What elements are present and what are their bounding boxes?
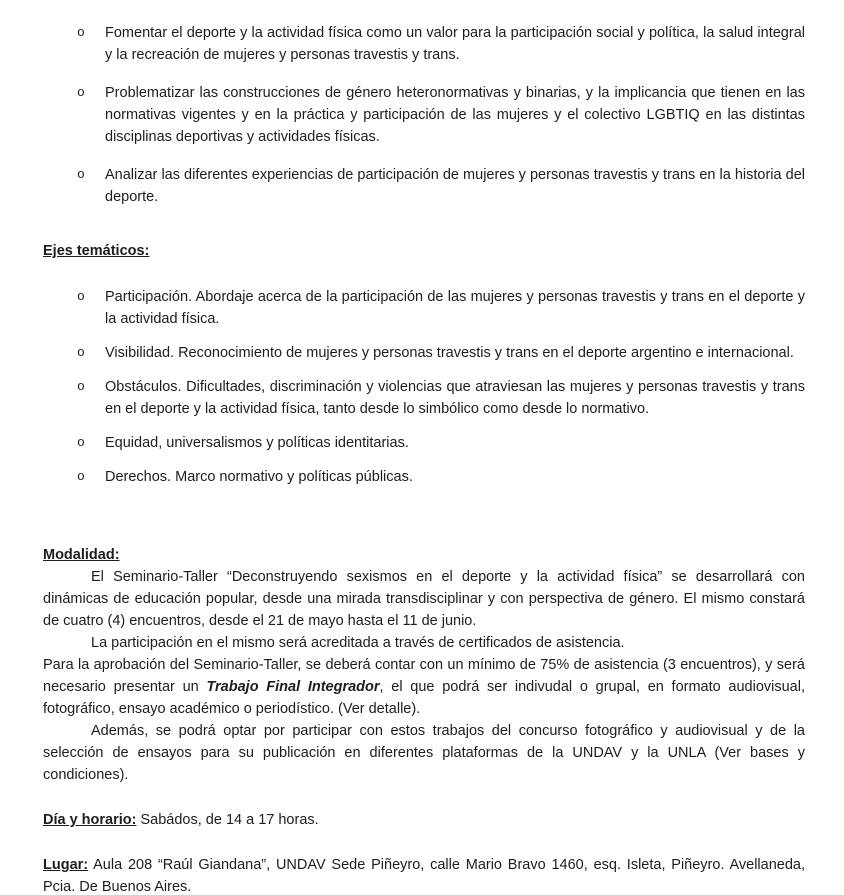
paragraph-text: , el que podrá ser indivudal o grupal, en formato audiovisual, fotográfico, ensayo académico o periodístico. (Ver detalle). (43, 679, 805, 717)
dia-horario-line (43, 809, 805, 831)
bullet-text: Equidad, universalismos y políticas identitarias. (105, 435, 409, 451)
modalidad-paragraph-1: El Seminario-Taller “Deconstruyendo sexismos en el deporte y la actividad física” se desarrollará con dinámicas de educación popular, desde una mirada transdisciplinar y con perspectiva de género. El mismo constará de cuatro (4) encuentros, desde el 21 de mayo hasta el 11 de junio. (43, 569, 805, 629)
paragraph-text: Para la aprobación del Seminario-Taller, se deberá contar con un mínimo de 75% de asistencia (3 encuentros), y será necesario presentar un (43, 657, 805, 695)
list-item (43, 432, 805, 454)
bullet-text: Participación. Abordaje acerca de la participación de las mujeres y personas travestis y trans en el deporte y la actividad física. (105, 289, 805, 327)
modalidad-heading: Modalidad: (43, 547, 120, 563)
list-item (43, 376, 805, 420)
bullet-text: Fomentar el deporte y la actividad física como un valor para la participación social y política, la salud integral y la recreación de mujeres y personas travestis y trans. (105, 25, 805, 63)
ejes-tematicos-heading: Ejes temáticos: (43, 243, 150, 259)
list-item (43, 82, 805, 148)
bullet-text: Derechos. Marco normativo y políticas públicas. (105, 469, 413, 485)
bullet-marker: o (77, 85, 85, 100)
dia-horario-text: Sabádos, de 14 a 17 horas. (136, 812, 319, 828)
bullet-text: Analizar las diferentes experiencias de participación de mujeres y personas travestis y trans en la historia del deporte. (105, 167, 805, 205)
modalidad-paragraph-4: Además, se podrá optar por participar con estos trabajos del concurso fotográfico y audiovisual y de la selección de ensayos para su publicación en diferentes plataformas de la UNDAV y la UNLA (Ver bases y condiciones). (43, 723, 805, 783)
bullet-marker: o (77, 469, 85, 484)
lugar-text: Aula 208 “Raúl Giandana”, UNDAV Sede Piñeyro, calle Mario Bravo 1460, esq. Isleta, Piñeyro. Avellaneda, Pcia. De Buenos Aires. (43, 857, 805, 895)
bullet-text: Problematizar las construcciones de género heteronormativas y binarias, y la implicancia que tienen en las normativas vigentes y en la práctica y participación de las mujeres y el colectivo LGBTIQ en las distintas disciplinas deportivas y actividades físicas. (105, 85, 805, 145)
ejes-tematicos-list (43, 286, 805, 488)
bullet-marker: o (77, 167, 85, 182)
modalidad-paragraph-3 (43, 654, 805, 720)
list-item (43, 466, 805, 488)
bullet-text: Visibilidad. Reconocimiento de mujeres y personas travestis y trans en el deporte argentino e internacional. (105, 345, 794, 361)
bullet-marker: o (77, 435, 85, 450)
bullet-text: Obstáculos. Dificultades, discriminación y violencias que atraviesan las mujeres y personas travestis y trans en el deporte y la actividad física, tanto desde lo simbólico como desde lo normativo. (105, 379, 805, 417)
list-item (43, 286, 805, 330)
lugar-line (43, 854, 805, 895)
modalidad-paragraph-2: La participación en el mismo será acreditada a través de certificados de asistencia. (91, 635, 625, 651)
trabajo-final-integrador-emphasis: Trabajo Final Integrador (206, 679, 380, 695)
bullet-marker: o (77, 345, 85, 360)
list-item (43, 342, 805, 364)
list-item (43, 164, 805, 208)
bullet-marker: o (77, 289, 85, 304)
lugar-label: Lugar: (43, 857, 89, 873)
objetivos-list (43, 22, 805, 208)
bullet-marker: o (77, 25, 85, 40)
dia-horario-label: Día y horario: (43, 812, 137, 828)
bullet-marker: o (77, 379, 85, 394)
list-item (43, 22, 805, 66)
